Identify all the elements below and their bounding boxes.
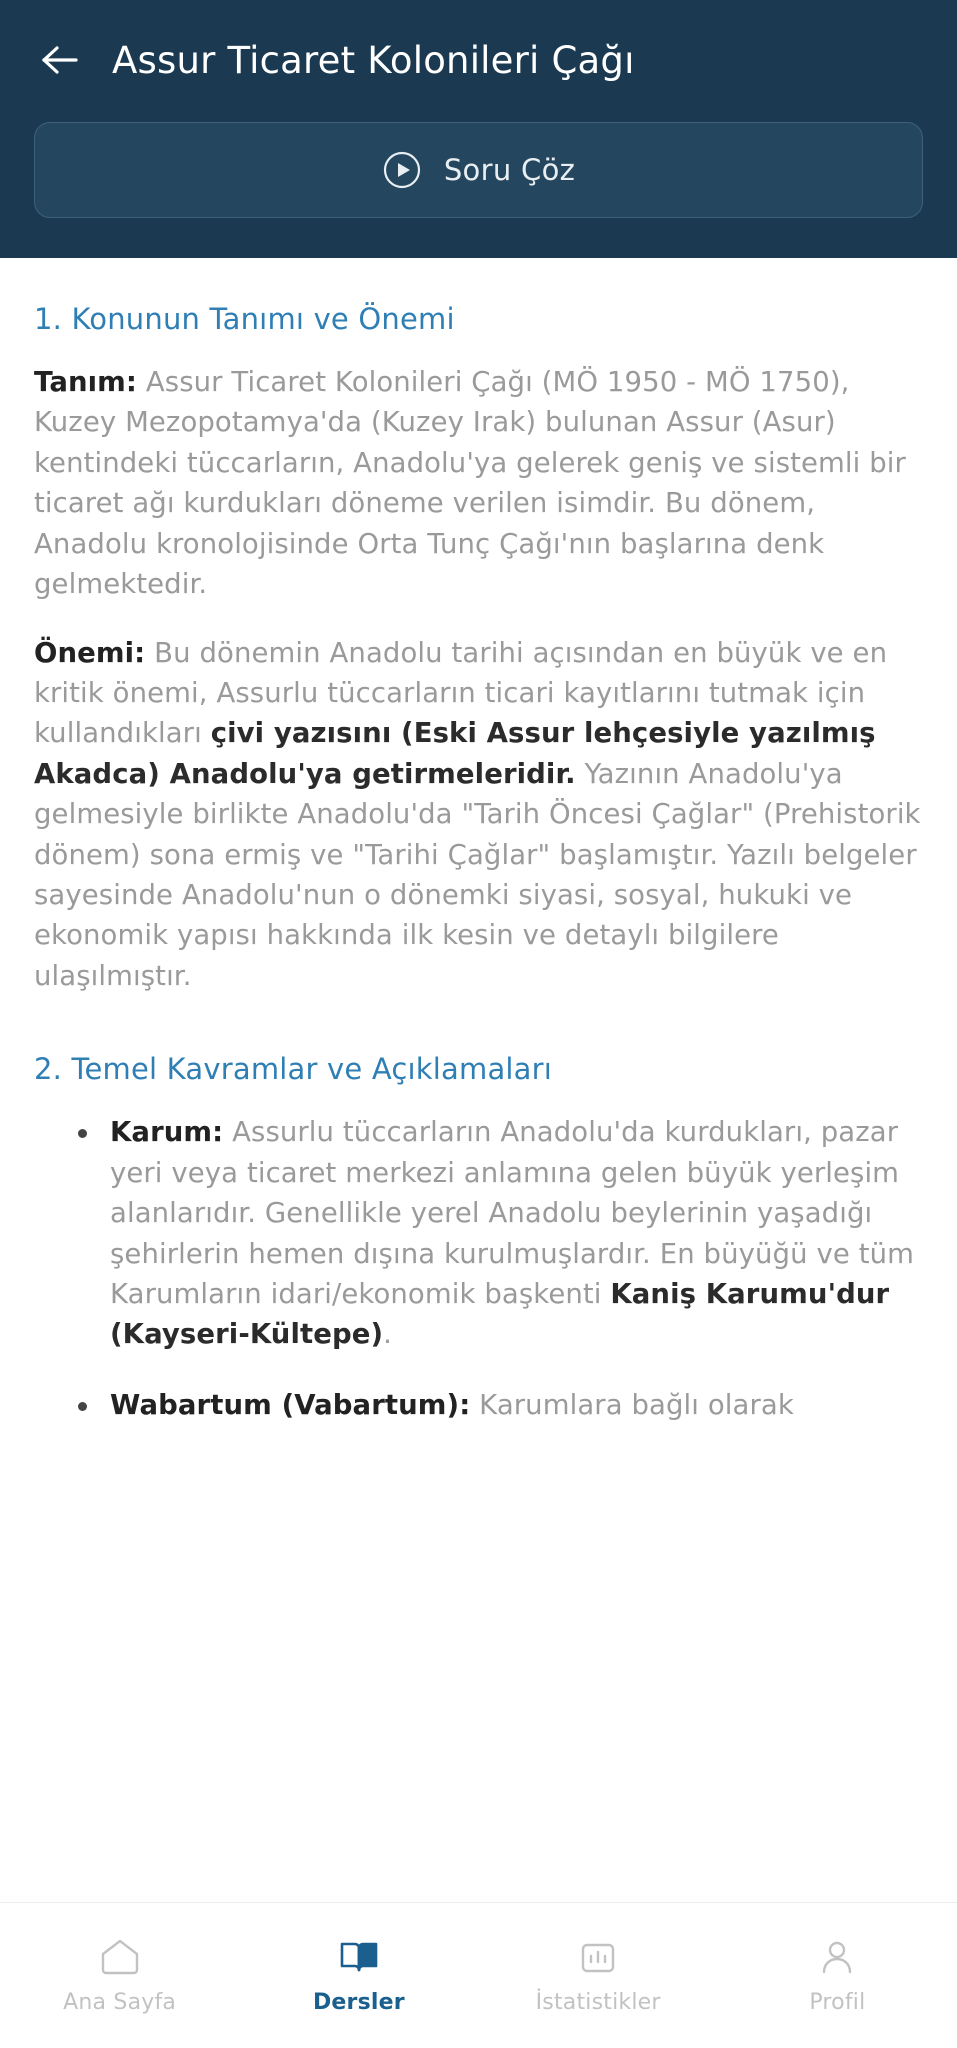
nav-item-dersler[interactable] <box>239 1936 478 2015</box>
list-item-body-before: Karumlara bağlı olarak <box>470 1388 794 1421</box>
nav-label-profil: Profil <box>809 1990 866 2015</box>
nav-label-dersler: Dersler <box>312 1990 405 2015</box>
nav-item-profil[interactable] <box>718 1936 957 2015</box>
back-button[interactable] <box>34 34 86 86</box>
person-icon <box>814 1936 860 1978</box>
play-circle-icon <box>382 150 422 190</box>
section-heading-1: 1. Konunun Tanımı ve Önemi <box>34 302 455 336</box>
solve-question-label: Soru Çöz <box>443 153 576 187</box>
solve-question-button[interactable] <box>34 122 923 218</box>
list-item <box>110 1112 923 1355</box>
paragraph-body: Assur Ticaret Kolonileri Çağı (MÖ 1950 - MÖ 1750), Kuzey Mezopotamya'da (Kuzey Irak) bulunan Assur (Asur) kentindeki tüccarların, Anadolu'ya gelerek geniş ve sistemli bir ticaret ağı kurdukları döneme verilen isimdir. Bu dönem, Anadolu kronolojisinde Orta Tunç Çağı'nın başlarına denk gelmektedir. <box>34 366 906 601</box>
nav-item-home[interactable] <box>0 1936 239 2015</box>
list-item-body-after: . <box>383 1318 393 1351</box>
nav-label-home: Ana Sayfa <box>63 1990 177 2015</box>
paragraph-highlight: çivi yazısını (Eski Assur lehçesiyle yazılmış Akadca) Anadolu'ya getirmeleridir. <box>34 717 876 790</box>
list-item-lead: Wabartum (Vabartum): <box>110 1388 471 1421</box>
header-row <box>34 26 923 86</box>
arrow-left-icon <box>34 34 86 86</box>
paragraph-lead-label: Önemi: <box>34 636 146 669</box>
list-item-lead: Karum: <box>110 1116 224 1149</box>
bottom-navigation <box>0 1902 957 2048</box>
home-icon <box>97 1936 143 1978</box>
paragraph-body-before: Bu dönemin Anadolu tarihi açısından en büyük ve en kritik önemi, Assurlu tüccarların ticari kayıtlarını tutmak için kullandıkları <box>34 636 888 750</box>
lesson-content[interactable] <box>0 258 957 2048</box>
chart-bars-icon <box>575 1936 621 1978</box>
list-item <box>110 1385 923 1425</box>
paragraph-lead-label: Tanım: <box>34 366 138 398</box>
paragraph-importance <box>34 633 923 997</box>
paragraph-definition <box>34 362 923 605</box>
page-title: Assur Ticaret Kolonileri Çağı <box>112 38 635 82</box>
list-item-highlight: Kaniş Karumu'dur (Kayseri-Kültepe) <box>110 1278 890 1351</box>
concepts-list <box>34 1112 923 1425</box>
app-header <box>0 0 957 258</box>
nav-item-istatistikler[interactable] <box>479 1936 718 2015</box>
section-heading-2: 2. Temel Kavramlar ve Açıklamaları <box>34 1052 553 1087</box>
paragraph-body-after: Yazının Anadolu'ya gelmesiyle birlikte Anadolu'da "Tarih Öncesi Çağlar" (Prehistorik dönem) sona ermiş ve "Tarihi Çağlar" başlamıştır. Yazılı belgeler sayesinde Anadolu'nun o dönemki siyasi, sosyal, hukuki ve ekonomik yapısı hakkında ilk kesin ve detaylı bilgilere ulaşılmıştır. <box>34 757 921 992</box>
list-item-body-before: Assurlu tüccarların Anadolu'da kurdukları, pazar yeri veya ticaret merkezi anlamına gelen büyük yerleşim alanlarıdır. Genellikle yerel Anadolu beylerinin yaşadığı şehirlerin hemen dışına kurulmuşlardır. En büyüğü ve tüm Karumların idari/ekonomik başkenti <box>110 1116 915 1311</box>
nav-label-istatistikler: İstatistikler <box>535 1990 661 2015</box>
book-open-icon <box>336 1936 382 1978</box>
